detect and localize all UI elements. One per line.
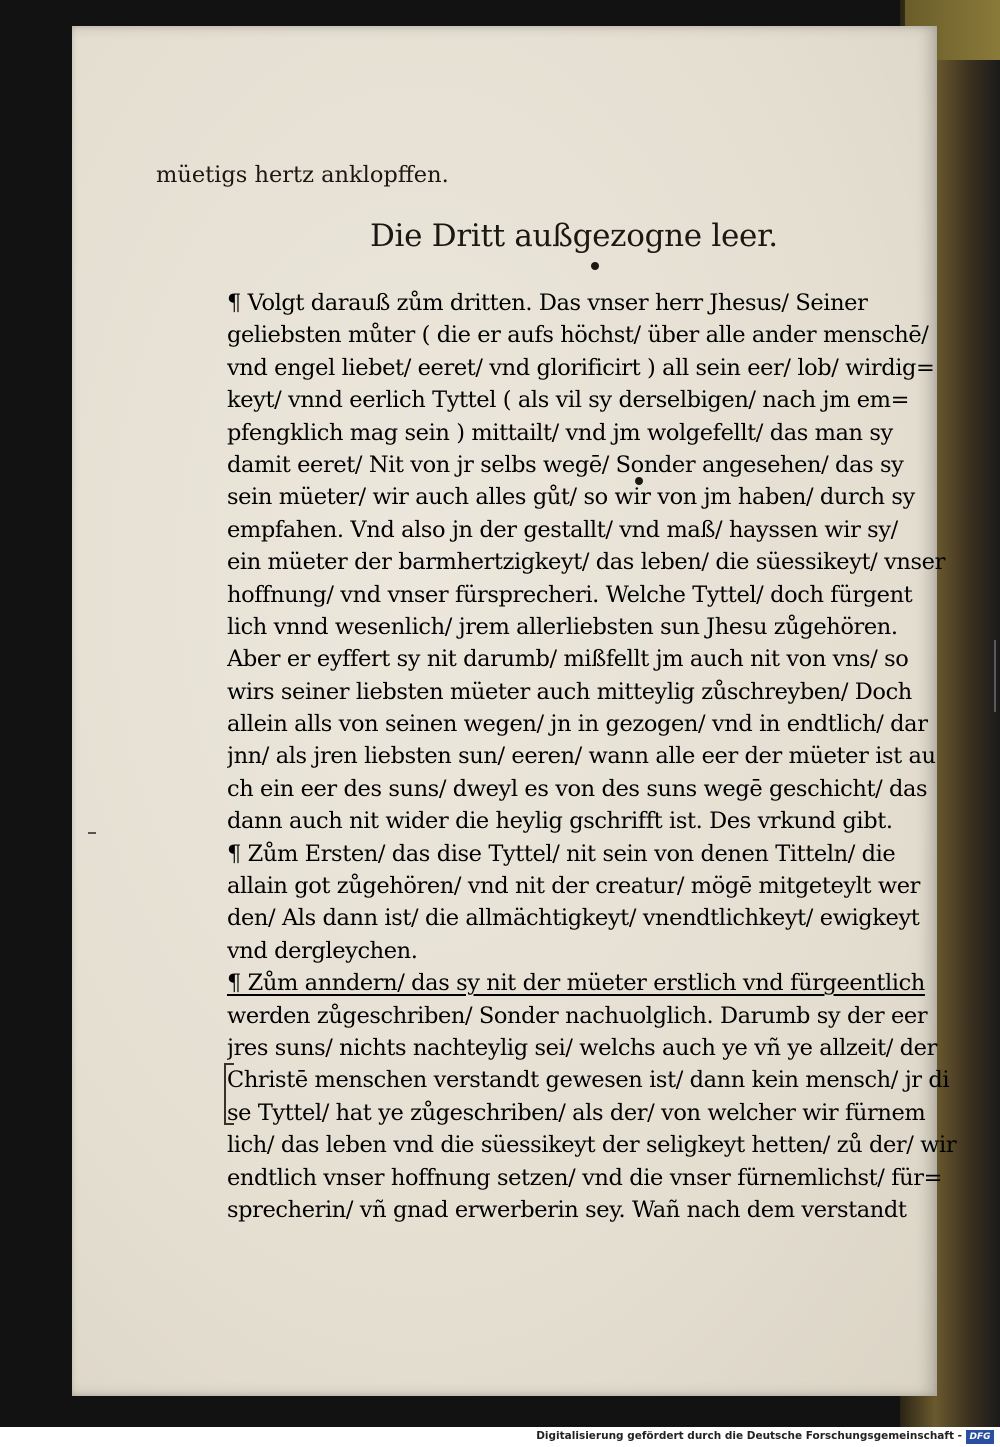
text-line: damit eeret/ Nit von jr selbs wegē/ Sonder angesehen/ das sy	[227, 451, 904, 478]
text-line: geliebsten můter ( die er aufs höchst/ über alle ander menschē/	[227, 322, 929, 349]
text-line: lich vnnd wesenlich/ jrem allerliebsten sun Jhesu zůgehören.	[227, 613, 898, 640]
text-line: sein müeter/ wir auch alles gůt/ so wir von jm haben/ durch sy	[227, 484, 915, 511]
edge-mark	[994, 640, 996, 712]
text-line: dann auch nit wider die heylig gschrifft ist. Des vrkund gibt.	[227, 808, 893, 835]
body-text	[227, 287, 962, 1226]
text-line: allein alls von seinen wegen/ jn in gezogen/ vnd in endtlich/ dar	[227, 711, 928, 738]
ink-dot	[591, 262, 599, 270]
text-line: jnn/ als jren liebsten sun/ eeren/ wann alle eer der müeter ist au	[227, 743, 936, 770]
text-line: den/ Als dann ist/ die allmächtigkeyt/ vnendtlichkeyt/ ewigkeyt	[227, 905, 920, 932]
text-line: allain got zůgehören/ vnd nit der creatur/ mögē mitgeteylt wer	[227, 873, 921, 900]
dfg-logo: DFG	[966, 1430, 994, 1444]
text-line: wirs seiner liebsten müeter auch mitteylig zůschreyben/ Doch	[227, 678, 912, 705]
funding-credit: Digitalisierung gefördert durch die Deutsche Forschungsgemeinschaft -	[536, 1430, 962, 1442]
text-line: ein müeter der barmhertzigkeyt/ das leben/ die süessikeyt/ vnser	[227, 549, 945, 576]
text-line: werden zůgeschriben/ Sonder nachuolglich. Darumb sy der eer	[227, 1002, 928, 1029]
text-line: keyt/ vnnd eerlich Tyttel ( als vil sy derselbigen/ nach jm em=	[227, 387, 910, 414]
margin-bracket	[224, 1063, 234, 1125]
text-line: hoffnung/ vnd vnser fürsprecheri. Welche Tyttel/ doch fürgent	[227, 581, 913, 608]
page-heading: Die Dritt außgezogne leer.	[370, 218, 778, 254]
margin-mark	[88, 832, 96, 834]
first-line: müetigs hertz anklopffen.	[156, 162, 449, 188]
text-line: se Tyttel/ hat ye zůgeschriben/ als der/ von welcher wir fürnem	[227, 1099, 926, 1126]
text-line: pfengklich mag sein ) mittailt/ vnd jm wolgefellt/ das man sy	[227, 419, 893, 446]
text-line: vnd engel liebet/ eeret/ vnd glorificirt ) all sein eer/ lob/ wirdig=	[227, 354, 935, 381]
text-line-underlined: ¶ Zům anndern/ das sy nit der müeter erstlich vnd fürgeentlich	[227, 970, 925, 997]
text-line: ¶ Volgt darauß zům dritten. Das vnser herr Jhesus/ Seiner	[227, 290, 868, 316]
text-line: Aber er eyffert sy nit darumb/ mißfellt jm auch nit von vns/ so	[227, 646, 909, 673]
text-line: Christē menschen verstandt gewesen ist/ dann kein mensch/ jr di	[227, 1067, 950, 1094]
footer-bar	[0, 1427, 1000, 1447]
text-line: endtlich vnser hoffnung setzen/ vnd die vnser fürnemlichst/ für=	[227, 1164, 943, 1191]
text-line: empfahen. Vnd also jn der gestallt/ vnd maß/ hayssen wir sy/	[227, 516, 898, 543]
text-line: lich/ das leben vnd die süessikeyt der seligkeyt hetten/ zů der/ wir	[227, 1132, 957, 1159]
text-line: ch ein eer des suns/ dweyl es von des suns wegē geschicht/ das	[227, 775, 928, 802]
text-line: ¶ Zům Ersten/ das dise Tyttel/ nit sein von denen Titteln/ die	[227, 840, 896, 867]
text-line: jres suns/ nichts nachteylig sei/ welchs auch ye vñ ye allzeit/ der	[227, 1034, 937, 1061]
text-line: sprecherin/ vñ gnad erwerberin sey. Wañ nach dem verstandt	[227, 1196, 907, 1223]
text-line: vnd dergleychen.	[227, 937, 418, 964]
